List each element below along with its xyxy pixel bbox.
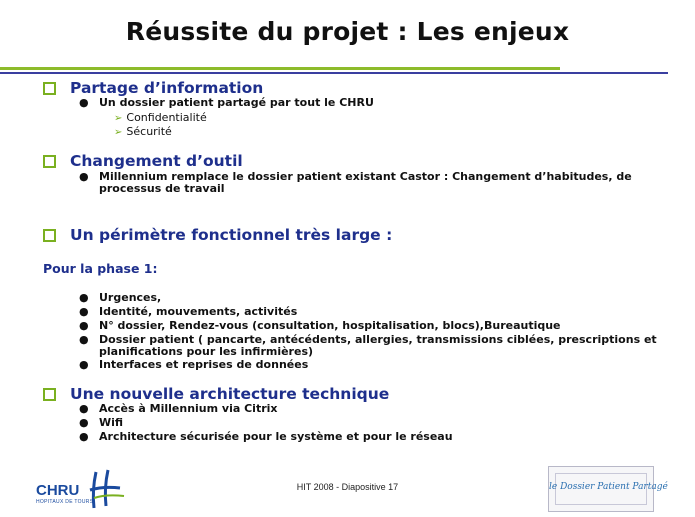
slide-title: Réussite du projet : Les enjeux <box>125 17 570 46</box>
checkbox-bullet-icon <box>43 82 56 95</box>
bullet-item: ● Dossier patient ( pancarte, antécédents, allergies, transmissions ciblées, prescriptions et planifications pour les infirmières) <box>79 333 657 358</box>
checkbox-bullet-icon <box>43 229 56 242</box>
sub-item-confidentialite: ➢ Confidentialité <box>114 111 207 124</box>
checkbox-bullet-icon <box>43 155 56 168</box>
bullet-item: ● Un dossier patient partagé par tout le CHRU <box>79 96 374 109</box>
bullet-item: ● Millennium remplace le dossier patient existant Castor : Changement d’habitudes, de processus de travail <box>79 170 632 195</box>
chru-logo-text: CHRU <box>36 482 80 499</box>
chru-logo-subtext: HOPITAUX DE TOURS <box>36 499 94 505</box>
phase-label: Pour la phase 1: <box>43 261 158 276</box>
bullet-dot-icon: ● <box>79 402 89 415</box>
bullet-item: ● Urgences, <box>79 291 162 304</box>
arrow-bullet-icon: ➢ <box>114 127 123 138</box>
bullet-item: ● Identité, mouvements, activités <box>79 305 298 318</box>
bullet-item: ● Accès à Millennium via Citrix <box>79 402 278 415</box>
bullet-dot-icon: ● <box>79 416 89 429</box>
title-rule-blue <box>0 72 668 74</box>
dossier-patient-partage-logo <box>548 466 668 512</box>
logo-text: le Dossier Patient Partagé <box>549 482 668 492</box>
bullet-item: ● N° dossier, Rendez-vous (consultation, hospitalisation, blocs),Bureautique <box>79 319 561 332</box>
section-heading-partage: Partage d’information <box>43 79 263 97</box>
bullet-dot-icon: ● <box>79 96 89 109</box>
bullet-dot-icon: ● <box>79 319 89 332</box>
sub-item-securite: ➢ Sécurité <box>114 125 172 138</box>
bullet-item: ● Architecture sécurisée pour le système et pour le réseau <box>79 430 453 443</box>
title-rule-green <box>0 67 560 70</box>
bullet-dot-icon: ● <box>79 358 89 371</box>
section-heading-changement: Changement d’outil <box>43 152 243 170</box>
slide-number: HIT 2008 - Diapositive 17 <box>296 482 399 492</box>
checkbox-bullet-icon <box>43 388 56 401</box>
bullet-item: ● Interfaces et reprises de données <box>79 358 309 371</box>
bullet-dot-icon: ● <box>79 291 89 304</box>
bullet-dot-icon: ● <box>79 170 89 183</box>
section-heading-architecture: Une nouvelle architecture technique <box>43 385 389 403</box>
bullet-dot-icon: ● <box>79 333 89 346</box>
bullet-dot-icon: ● <box>79 305 89 318</box>
arrow-bullet-icon: ➢ <box>114 113 123 124</box>
section-heading-perimetre: Un périmètre fonctionnel très large : <box>43 226 392 244</box>
bullet-dot-icon: ● <box>79 430 89 443</box>
bullet-item: ● Wifi <box>79 416 124 429</box>
